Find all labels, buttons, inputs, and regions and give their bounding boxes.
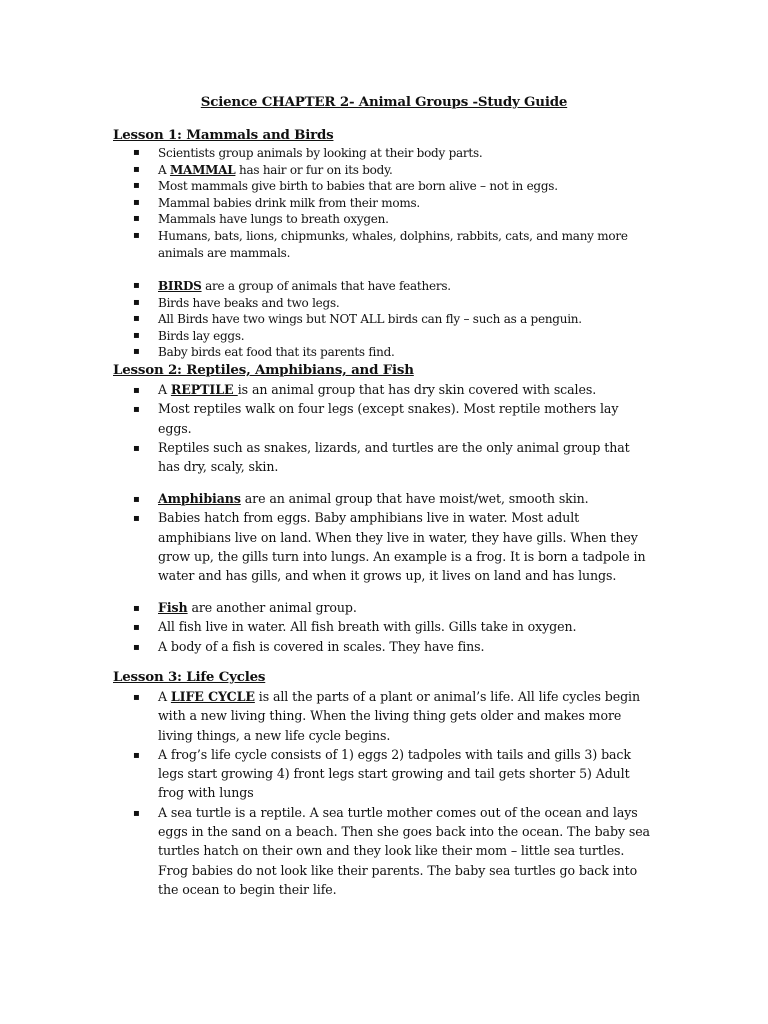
- list-item-text: Mammals have lungs to breath oxygen.: [158, 212, 389, 227]
- list-item: [0, 617, 650, 636]
- bullet-icon: ▪: [133, 213, 140, 225]
- list-item: [0, 508, 650, 585]
- list-item: [0, 328, 648, 345]
- life-cycles-list: [0, 687, 650, 899]
- list-item-prefix: A: [158, 689, 171, 704]
- list-item-prefix: A: [158, 382, 171, 397]
- bullet-icon: ▪: [133, 603, 140, 614]
- bullet-icon: ▪: [133, 692, 140, 703]
- list-item-text: are an animal group that have moist/wet, smooth skin.: [240, 491, 589, 506]
- bullet-icon: ▪: [133, 404, 140, 416]
- bullet-icon: ▪: [133, 163, 140, 175]
- bullet-icon: ▪: [133, 749, 140, 761]
- list-item-text: is all the parts of a plant or animal’s life. All life cycles begin with a new living thing. When the living thing gets older and makes more living things, a new life cycle begins.: [158, 689, 640, 743]
- list-item-text: All Birds have two wings but NOT ALL birds can fly – such as a penguin.: [158, 312, 582, 327]
- list-item: [0, 162, 648, 179]
- list-item: [0, 344, 648, 361]
- list-item: [0, 438, 650, 477]
- list-item: [0, 211, 648, 228]
- page-title: Science CHAPTER 2- Animal Groups -Study Guide: [200, 94, 568, 110]
- bullet-icon: ▪: [133, 641, 140, 653]
- bullet-icon: ▪: [133, 513, 140, 525]
- amphibians-term: Amphibians: [158, 491, 241, 506]
- list-item: [0, 745, 650, 803]
- list-item: [0, 145, 648, 162]
- list-item-text: is an animal group that has dry skin covered with scales.: [237, 382, 597, 397]
- list-item: [0, 195, 648, 212]
- bullet-icon: ▪: [133, 296, 140, 308]
- bullet-icon: ▪: [133, 494, 140, 505]
- lesson-1-heading: Lesson 1: Mammals and Birds: [113, 127, 334, 143]
- list-item-text: All fish live in water. All fish breath with gills. Gills take in oxygen.: [158, 619, 577, 635]
- birds-list: [0, 278, 648, 361]
- list-item-text: Birds lay eggs.: [158, 328, 245, 343]
- list-item: [0, 598, 650, 617]
- list-item: [0, 278, 648, 295]
- bullet-icon: ▪: [133, 280, 140, 291]
- bullet-icon: ▪: [133, 385, 140, 396]
- list-item: [0, 311, 648, 328]
- list-item-text: are a group of animals that have feathers.: [201, 279, 451, 293]
- bullet-icon: ▪: [133, 622, 140, 634]
- bullet-icon: ▪: [133, 229, 140, 241]
- list-item: [0, 399, 650, 438]
- list-item-text: Reptiles such as snakes, lizards, and turtles are the only animal group that has dry, scaly, skin.: [158, 439, 630, 475]
- list-item: [0, 228, 648, 261]
- list-item: [0, 489, 650, 508]
- fish-term: Fish: [158, 600, 188, 615]
- list-item: [0, 687, 650, 745]
- list-item: [0, 380, 650, 399]
- lesson-3-heading: Lesson 3: Life Cycles: [113, 669, 266, 685]
- list-item-text: Most reptiles walk on four legs (except snakes). Most reptile mothers lay eggs.: [158, 401, 619, 436]
- bullet-icon: ▪: [133, 180, 140, 192]
- amphibians-list: [0, 489, 650, 585]
- list-item-text: A sea turtle is a reptile. A sea turtle mother comes out of the ocean and lays eggs in the sand on a beach. Then she goes back into the ocean. The baby sea turtles hatch on their own and they look like their mom – little sea turtles. Frog babies do not look like their parents. The baby sea turtles go back into the ocean to begin their life.: [158, 804, 650, 897]
- list-item-text: are another animal group.: [187, 600, 357, 615]
- bullet-icon: ▪: [133, 329, 140, 341]
- bullet-icon: ▪: [133, 147, 140, 158]
- list-item-text: A body of a fish is covered in scales. They have fins.: [158, 638, 485, 654]
- list-item-text: Baby birds eat food that its parents find.: [158, 345, 395, 360]
- list-item-prefix: A: [158, 162, 170, 177]
- fish-list: [0, 598, 650, 656]
- bullet-icon: ▪: [133, 196, 140, 208]
- mammal-term: MAMMAL: [169, 162, 236, 177]
- mammals-list: [0, 145, 648, 261]
- bullet-icon: ▪: [133, 313, 140, 325]
- list-item: [0, 637, 650, 656]
- list-item-text: A frog’s life cycle consists of 1) eggs 2) tadpoles with tails and gills 3) back legs start growing 4) front legs start growing and tail gets shorter 5) Adult frog with lungs: [158, 746, 631, 801]
- bullet-icon: ▪: [133, 442, 140, 454]
- reptiles-list: [0, 380, 650, 476]
- list-item: [0, 295, 648, 312]
- list-item: [0, 803, 650, 899]
- list-item-text: Humans, bats, lions, chipmunks, whales, dolphins, rabbits, cats, and many more animals are mammals.: [158, 228, 628, 260]
- bullet-icon: ▪: [133, 346, 140, 358]
- list-item-text: Most mammals give birth to babies that are born alive – not in eggs.: [158, 179, 558, 194]
- lesson-2-heading: Lesson 2: Reptiles, Amphibians, and Fish: [113, 362, 414, 378]
- list-item-text: Babies hatch from eggs. Baby amphibians live in water. Most adult amphibians live on land. When they live in water, they have gills. When they grow up, the gills turn into lungs. An example is a frog. It is born a tadpole in water and has gills, and when it grows up, it lives on land and has lungs.: [158, 510, 646, 584]
- bullet-icon: ▪: [133, 807, 140, 819]
- birds-term: BIRDS: [158, 279, 202, 293]
- list-item-text: Mammal babies drink milk from their moms.: [158, 195, 420, 210]
- list-item-text: Birds have beaks and two legs.: [158, 295, 340, 310]
- list-item-text: has hair or fur on its body.: [235, 162, 393, 177]
- list-item-text: Scientists group animals by looking at their body parts.: [158, 146, 483, 160]
- list-item: [0, 178, 648, 195]
- reptile-term: REPTILE: [170, 382, 238, 397]
- life-cycle-term: LIFE CYCLE: [170, 689, 255, 704]
